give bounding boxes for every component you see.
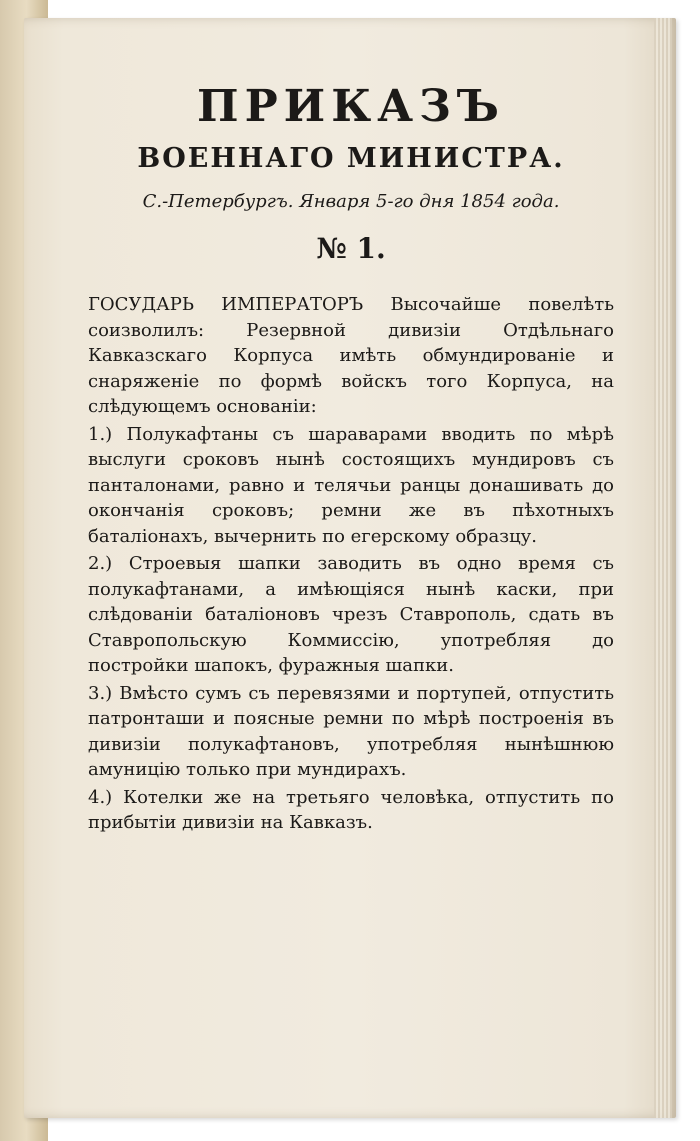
document-content <box>88 80 614 836</box>
intro-paragraph: ГОСУДАРЬ ИМПЕРАТОРЪ Высочайше повелѣть соизволилъ: Резервной дивизіи Отдѣльнаго Кавказскаго Корпуса имѣть обмундированіе и снаряженіе по формѣ войскъ того Корпуса, на слѣдующемъ основаніи: <box>88 294 614 417</box>
order-number: № 1. <box>316 232 386 265</box>
list-item-2: 2.) Строевыя шапки заводить въ одно время съ полукафтанами, а имѣющіяся нынѣ каски, при слѣдованіи баталіоновъ чрезъ Ставрополь, сдать въ Ставропольскую Коммиссію, употребляя до постройки шапокъ, фуражныя шапки. <box>88 553 614 676</box>
dateline: С.-Петербургъ. Января 5-го дня 1854 года. <box>142 191 560 212</box>
document-subtitle: ВОЕННАГО МИНИСТРА. <box>137 143 565 174</box>
document-title: ПРИКАЗЪ <box>197 81 505 132</box>
page-edge <box>654 18 672 1118</box>
list-item-1: 1.) Полукафтаны съ шараварами вводить по мѣрѣ выслуги сроковъ нынѣ состоящихъ мундировъ съ панталонами, равно и телячьи ранцы донашивать до окончанія сроковъ; ремни же въ пѣхотныхъ баталіонахъ, вычернить по егерскому образцу. <box>88 423 614 547</box>
list-item-4: 4.) Котелки же на третьяго человѣка, отпустить по прибытіи дивизіи на Кавказъ. <box>88 786 614 833</box>
list-item-3: 3.) Вмѣсто сумъ съ перевязями и портупей, отпустить патронташи и поясные ремни по мѣрѣ построенія въ дивизіи полукафтановъ, употребляя нынѣшнюю амуницію только при мундирахъ. <box>88 682 614 780</box>
